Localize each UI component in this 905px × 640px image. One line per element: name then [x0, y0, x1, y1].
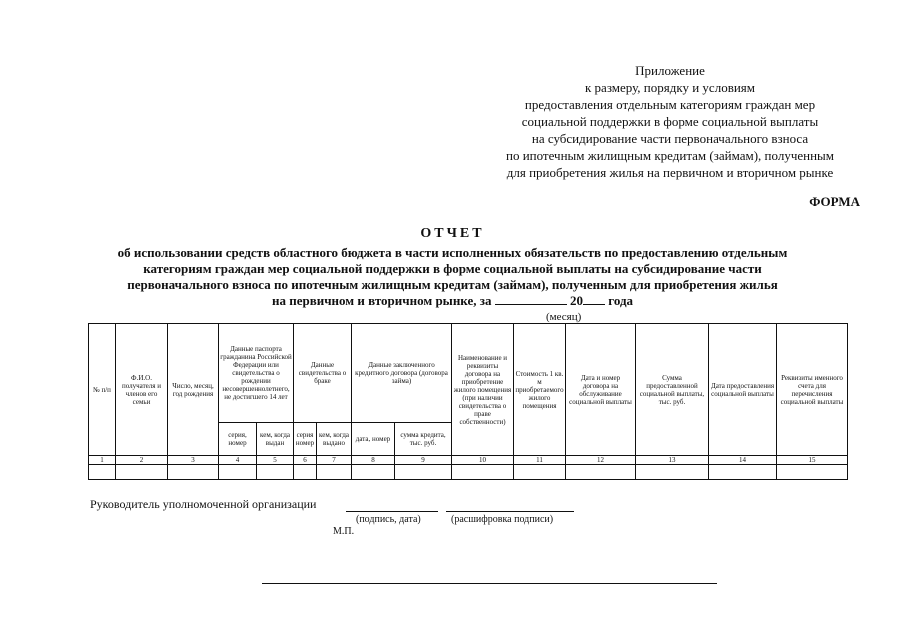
header-account: Реквизиты именного счета для перечисления социальной выплаты [777, 324, 848, 456]
header-marriage-issued: кем, когда выдано [317, 423, 352, 456]
column-number: 14 [709, 456, 777, 465]
column-number: 13 [636, 456, 709, 465]
header-acquisition: Наименование и реквизиты договора на приобретение жилого помещения (при наличии свидетельства о праве собственности) [452, 324, 514, 456]
stamp-label: М.П. [333, 526, 355, 537]
signature-label: Руководитель уполномоченной организации [90, 497, 317, 511]
header-loan: Данные заключенного кредитного договора (договора займа) [352, 324, 452, 423]
appendix-line: на субсидирование части первоначального взноса [531, 131, 809, 146]
appendix-line: предоставления отдельным категориям граждан мер [524, 97, 816, 112]
header-sum: Сумма предоставленной социальной выплаты, тыс. руб. [636, 324, 709, 456]
month-caption: (месяц) [546, 311, 582, 323]
header-passport-series: серия, номер [219, 423, 257, 456]
table-cell[interactable] [566, 465, 636, 480]
header-date-service: Дата и номер договора на обслуживание социальной выплаты [566, 324, 636, 456]
column-number: 12 [566, 456, 636, 465]
header-marriage: Данные свидетельства о браке [294, 324, 352, 423]
header-num: № п/п [89, 324, 116, 456]
appendix-line: по ипотечным жилищным кредитам (займам), полученным [505, 148, 835, 163]
report-table [88, 323, 848, 480]
appendix-line: для приобретения жилья на первичном и вторичном рынке [506, 165, 834, 180]
header-loan-sum: сумма кредита, тыс. руб. [395, 423, 452, 456]
month-blank[interactable] [495, 293, 567, 305]
header-date-provided: Дата предоставления социальной выплаты [709, 324, 777, 456]
report-subtitle [70, 245, 835, 309]
name-caption: (расшифровка подписи) [451, 514, 554, 525]
report-title: ОТЧЕТ [420, 226, 485, 241]
header-passport: Данные паспорта гражданина Российской Федерации или свидетельства о рождении несовершеннолетнего, не достигшего 14 лет [219, 324, 294, 423]
column-number: 5 [257, 456, 294, 465]
header-birth: Число, месяц, год рождения [168, 324, 219, 456]
column-number: 10 [452, 456, 514, 465]
column-number: 2 [116, 456, 168, 465]
table-cell[interactable] [168, 465, 219, 480]
column-number-row [89, 456, 848, 465]
table-row [89, 465, 848, 480]
table-cell[interactable] [294, 465, 317, 480]
subtitle-last-line [70, 293, 835, 309]
column-number: 11 [514, 456, 566, 465]
table-cell[interactable] [116, 465, 168, 480]
subtitle-line: об использовании средств областного бюджета в части исполненных обязательств по предоставлению отдельным [117, 245, 788, 260]
divider [262, 583, 717, 584]
form-label: ФОРМА [809, 194, 860, 209]
subtitle-line: категориям граждан мер социальной поддержки в форме социальной выплаты на субсидирование части [143, 261, 762, 276]
year-suffix: года [608, 293, 634, 308]
appendix-line: к размеру, порядку и условиям [584, 80, 755, 95]
subtitle-line: первоначального взноса по ипотечным жилищным кредитам (займам), полученным для приобретения жилья [127, 277, 778, 292]
table-cell[interactable] [514, 465, 566, 480]
table-cell[interactable] [452, 465, 514, 480]
signature-caption: (подпись, дата) [356, 514, 421, 525]
column-number: 9 [395, 456, 452, 465]
header-loan-date: дата, номер [352, 423, 395, 456]
appendix-heading [440, 62, 900, 181]
table-cell[interactable] [777, 465, 848, 480]
appendix-line: Приложение [635, 63, 705, 78]
header-passport-issued: кем, когда выдан [257, 423, 294, 456]
table-cell[interactable] [709, 465, 777, 480]
table-cell[interactable] [395, 465, 452, 480]
period-prefix: на первичном и вторичном рынке, за [271, 293, 492, 308]
table-cell[interactable] [317, 465, 352, 480]
column-number: 7 [317, 456, 352, 465]
column-number: 8 [352, 456, 395, 465]
table-cell[interactable] [219, 465, 257, 480]
name-line[interactable] [446, 511, 574, 512]
signature-line[interactable] [346, 511, 438, 512]
header-cost: Стоимость 1 кв. м приобретаемого жилого помещения [514, 324, 566, 456]
table-cell[interactable] [352, 465, 395, 480]
table-cell[interactable] [89, 465, 116, 480]
column-number: 1 [89, 456, 116, 465]
header-fio: Ф.И.О. получателя и членов его семьи [116, 324, 168, 456]
year-blank[interactable] [583, 293, 605, 305]
column-number: 15 [777, 456, 848, 465]
table-cell[interactable] [257, 465, 294, 480]
appendix-line: социальной поддержки в форме социальной выплаты [521, 114, 819, 129]
column-number: 6 [294, 456, 317, 465]
table-cell[interactable] [636, 465, 709, 480]
header-marriage-series: серия номер [294, 423, 317, 456]
year-prefix: 20 [569, 293, 583, 308]
column-number: 3 [168, 456, 219, 465]
column-number: 4 [219, 456, 257, 465]
